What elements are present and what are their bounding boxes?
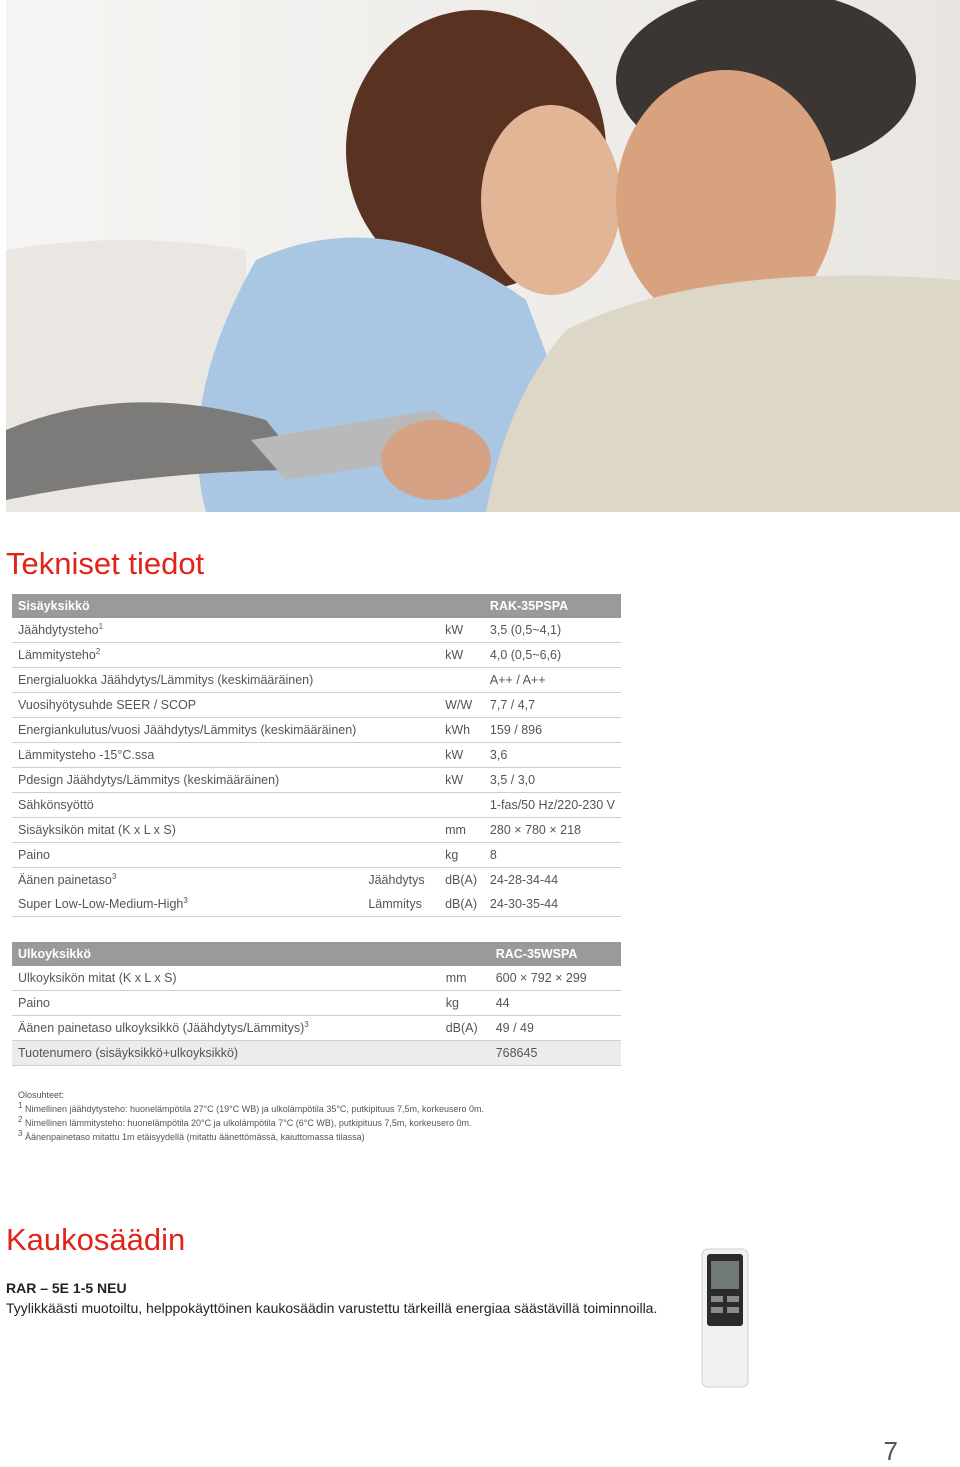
- row-sub: [362, 768, 439, 793]
- row-value: 1-fas/50 Hz/220-230 V: [484, 793, 621, 818]
- remote-model: RAR – 5E 1-5 NEU: [6, 1280, 127, 1296]
- row-unit: kg: [440, 991, 490, 1016]
- row-label: [12, 743, 362, 768]
- indoor-spec-table: [12, 594, 621, 917]
- footnote-text: Nimellinen lämmitysteho: huonelämpötila 20°C ja ulkolämpötila 7°C (6°C WB), putkipituus 7,5m, korkeusero 0m.: [24, 1118, 472, 1128]
- row-label-text: Energialuokka Jäähdytys/Lämmitys (keskimääräinen): [18, 673, 314, 687]
- table-row: [12, 1016, 621, 1041]
- row-label: [12, 668, 362, 693]
- footnote-text: Äänenpainetaso mitattu 1m etäisyydellä (mitattu äänettömässä, kaiuttomassa tilassa): [24, 1132, 365, 1142]
- row-value: A++ / A++: [484, 668, 621, 693]
- row-label: [12, 768, 362, 793]
- row-label-text: Super Low-Low-Medium-High: [18, 897, 184, 911]
- hero-photo: [6, 0, 960, 512]
- page-number: 7: [883, 1436, 898, 1466]
- row-unit: kW: [439, 618, 484, 643]
- hero-illustration: [6, 0, 960, 512]
- row-label-text: Sähkönsyöttö: [18, 798, 94, 812]
- outdoor-model: RAC-35WSPA: [490, 942, 621, 966]
- row-label: [12, 1041, 315, 1066]
- row-sub: [362, 743, 439, 768]
- row-label-text: Vuosihyötysuhde SEER / SCOP: [18, 698, 197, 712]
- row-unit: dB(A): [439, 892, 484, 917]
- outdoor-rows: [12, 966, 621, 1066]
- row-unit: kg: [439, 843, 484, 868]
- row-sub: [362, 718, 439, 743]
- remote-description: Tyylikkäästi muotoiltu, helppokäyttöinen kaukosäädin varustettu tärkeillä energiaa säästävillä toiminnoilla.: [6, 1300, 658, 1316]
- row-value: 3,6: [484, 743, 621, 768]
- footnote-ref: 3: [111, 871, 117, 881]
- row-value: 280 × 780 × 218: [484, 818, 621, 843]
- row-label: [12, 793, 362, 818]
- row-value: 600 × 792 × 299: [490, 966, 621, 991]
- row-label-text: Lämmitysteho -15°C.ssa: [18, 748, 155, 762]
- table-row: [12, 718, 621, 743]
- table-row: [12, 693, 621, 718]
- row-label: [12, 966, 315, 991]
- row-sub: [362, 693, 439, 718]
- row-sub: [362, 643, 439, 668]
- row-label-text: Jäähdytysteho: [18, 623, 99, 637]
- row-sub: [362, 843, 439, 868]
- row-unit: [439, 668, 484, 693]
- row-value: 768645: [490, 1041, 621, 1066]
- row-value: 49 / 49: [490, 1016, 621, 1041]
- outdoor-header-label: Ulkoyksikkö: [12, 942, 490, 966]
- row-sub: Lämmitys: [362, 892, 439, 917]
- row-unit: mm: [440, 966, 490, 991]
- row-unit: kW: [439, 743, 484, 768]
- remote-control-icon: [700, 1248, 750, 1388]
- footnote-item: [18, 1116, 484, 1130]
- row-sub: [315, 1041, 440, 1066]
- table-row: [12, 966, 621, 991]
- row-unit: dB(A): [440, 1016, 490, 1041]
- remote-title: Kaukosäädin: [6, 1222, 186, 1257]
- footnote-item: [18, 1102, 484, 1116]
- table-row: [12, 668, 621, 693]
- row-unit: dB(A): [445, 873, 478, 887]
- row-sub: [362, 818, 439, 843]
- footnote-number: 3: [18, 1129, 23, 1138]
- row-label: [12, 643, 362, 668]
- row-label-text: Lämmitysteho: [18, 648, 96, 662]
- footnote-ref: 3: [183, 895, 188, 905]
- row-label-text: Paino: [18, 996, 50, 1010]
- footnotes-list: [18, 1102, 484, 1144]
- indoor-header-row: [12, 594, 621, 618]
- row-label: [12, 892, 362, 917]
- indoor-model: RAK-35PSPA: [484, 594, 621, 618]
- row-label-text: Tuotenumero (sisäyksikkö+ulkoyksikkö): [18, 1046, 239, 1060]
- row-sub: [362, 793, 439, 818]
- table-row: [12, 868, 621, 893]
- row-label: [12, 818, 362, 843]
- row-unit: kWh: [439, 718, 484, 743]
- outdoor-spec-table: [12, 942, 621, 1066]
- table-row: [12, 843, 621, 868]
- row-sub: [362, 668, 439, 693]
- row-label-text: Äänen painetaso ulkoyksikkö (Jäähdytys/Lämmitys): [18, 1021, 305, 1035]
- row-label: [12, 693, 362, 718]
- row-sub: [362, 618, 439, 643]
- row-unit: kW: [439, 768, 484, 793]
- row-label: [12, 1016, 315, 1041]
- row-unit: mm: [439, 818, 484, 843]
- footnote-number: 1: [18, 1101, 23, 1110]
- remote-control-image: [700, 1248, 750, 1393]
- table-row: [12, 618, 621, 643]
- row-sub: [315, 991, 440, 1016]
- row-value: 4,0 (0,5~6,6): [484, 643, 621, 668]
- table-row: [12, 768, 621, 793]
- footnote-number: 2: [18, 1115, 23, 1124]
- row-unit: [439, 793, 484, 818]
- row-unit: kW: [439, 643, 484, 668]
- row-label-text: Sisäyksikön mitat (K x L x S): [18, 823, 176, 837]
- table-row: [12, 991, 621, 1016]
- footnotes-title: Olosuhteet:: [18, 1090, 65, 1100]
- table-row: [12, 743, 621, 768]
- row-value: 159 / 896: [484, 718, 621, 743]
- row-label-text: Ulkoyksikön mitat (K x L x S): [18, 971, 177, 985]
- indoor-header-label: Sisäyksikkö: [12, 594, 484, 618]
- table-row: [12, 793, 621, 818]
- tech-specs-title: Tekniset tiedot: [6, 546, 205, 581]
- row-label: [12, 618, 362, 643]
- footnotes: [18, 1088, 484, 1144]
- row-label: [12, 843, 362, 868]
- outdoor-header-row: [12, 942, 621, 966]
- row-label-text: Pdesign Jäähdytys/Lämmitys (keskimääräinen): [18, 773, 280, 787]
- footnote-item: [18, 1130, 484, 1144]
- row-label-text: Energiankulutus/vuosi Jäähdytys/Lämmitys (keskimääräinen): [18, 723, 357, 737]
- footnote-text: Nimellinen jäähdytysteho: huonelämpötila 27°C (19°C WB) ja ulkolämpötila 35°C, putkipituus 7,5m, korkeusero 0m.: [24, 1104, 484, 1114]
- footnote-ref: 2: [95, 646, 101, 656]
- indoor-rows: [12, 618, 621, 917]
- row-value: 8: [484, 843, 621, 868]
- row-value: 3,5 (0,5~4,1): [484, 618, 621, 643]
- row-label: [12, 718, 362, 743]
- row-value: 44: [490, 991, 621, 1016]
- row-label: [12, 868, 362, 893]
- row-unit: W/W: [439, 693, 484, 718]
- row-unit: [440, 1041, 490, 1066]
- row-label-text: Paino: [18, 848, 50, 862]
- table-row: [12, 1041, 621, 1066]
- row-sub: Jäähdytys: [368, 873, 425, 887]
- row-value: 24-28-34-44: [489, 873, 559, 887]
- row-label: [12, 991, 315, 1016]
- row-label-text: Äänen painetaso: [18, 873, 112, 887]
- row-value: 24-30-35-44: [484, 892, 621, 917]
- table-row: [12, 892, 621, 917]
- footnote-ref: 3: [304, 1019, 309, 1029]
- row-sub: [315, 1016, 440, 1041]
- table-row: [12, 643, 621, 668]
- table-row: [12, 818, 621, 843]
- row-value: 3,5 / 3,0: [484, 768, 621, 793]
- footnote-ref: 1: [98, 621, 104, 631]
- row-sub: [315, 966, 440, 991]
- row-value: 7,7 / 4,7: [484, 693, 621, 718]
